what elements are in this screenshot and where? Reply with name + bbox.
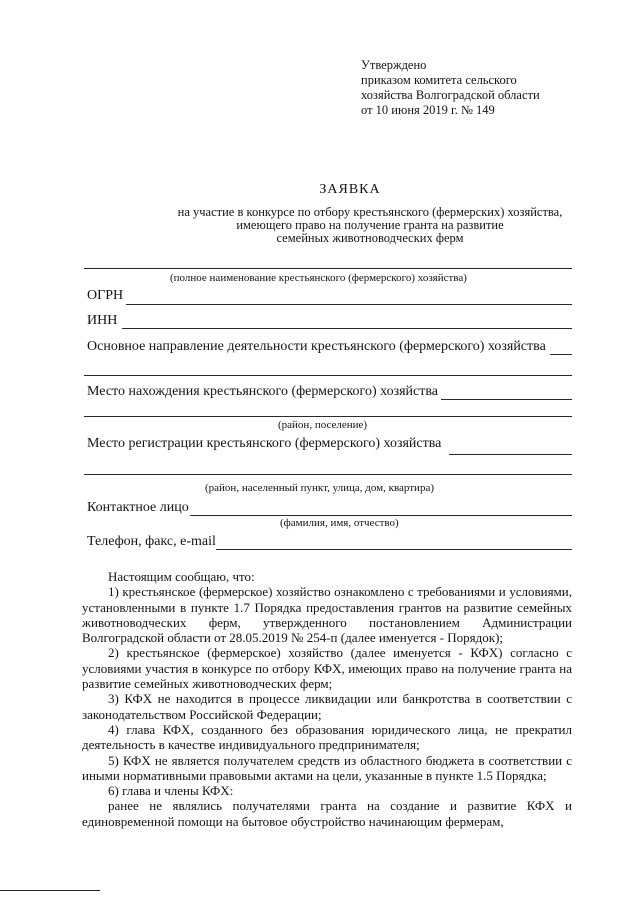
declaration-subitem: ранее не являлись получателями гранта на создание и развитие КФХ и единовременной помощи на бытовое обустройство начинающим фермерам, bbox=[82, 798, 572, 829]
registration-line-end[interactable] bbox=[449, 454, 572, 455]
contact-label: Контактное лицо bbox=[87, 500, 189, 515]
document-title: ЗАЯВКА bbox=[319, 182, 381, 197]
name-line bbox=[84, 268, 572, 269]
ogrn-label: ОГРН bbox=[87, 288, 124, 303]
inn-line[interactable] bbox=[122, 328, 572, 329]
registration-hint: (район, населенный пункт, улица, дом, квартира) bbox=[205, 482, 434, 494]
phone-line[interactable] bbox=[216, 549, 572, 550]
approval-stamp bbox=[361, 58, 540, 118]
location-hint: (район, поселение) bbox=[278, 419, 368, 431]
declaration-intro: Настоящим сообщаю, что: bbox=[108, 569, 255, 584]
subtitle-line: на участие в конкурсе по отбору крестьянского (фермерских) хозяйства, bbox=[177, 205, 563, 219]
subtitle-line: имеющего право на получение гранта на развитие bbox=[236, 218, 504, 232]
location-line-end[interactable] bbox=[441, 399, 572, 400]
registration-label: Место регистрации крестьянского (фермерского) хозяйства bbox=[87, 436, 442, 451]
approval-line: Утверждено bbox=[361, 58, 427, 72]
declaration-item: 4) глава КФХ, созданного без образования юридического лица, не прекратил деятельность в качестве индивидуального предпринимателя; bbox=[82, 721, 572, 753]
phone-label: Телефон, факс, e-mail bbox=[87, 534, 216, 549]
contact-hint: (фамилия, имя, отчество) bbox=[280, 517, 399, 529]
declaration-item: 2) крестьянское (фермерское) хозяйство (далее именуется - КФХ) согласно с условиями участия в конкурсе по отбору КФХ, имеющих право на получение гранта на развитие семейных животноводческих ферм; bbox=[82, 645, 572, 692]
declaration-item: 1) крестьянское (фермерское) хозяйство ознакомлено с требованиями и условиями, установленными в пункте 1.7 Порядка предоставления грантов на развитие семейных животноводческих ферм, утвержденного постановлением Администрации Волгоградской области от 28.05.2019 № 254-п (далее именуется - Порядок); bbox=[82, 584, 572, 646]
location-label: Место нахождения крестьянского (фермерского) хозяйства bbox=[87, 384, 439, 399]
activity-label: Основное направление деятельности крестьянского (фермерского) хозяйства bbox=[87, 339, 546, 354]
approval-line: от 10 июня 2019 г. № 149 bbox=[361, 103, 495, 117]
name-hint: (полное наименование крестьянского (фермерского) хозяйства) bbox=[170, 272, 467, 284]
activity-line-end[interactable] bbox=[550, 354, 572, 355]
location-line[interactable] bbox=[84, 416, 572, 417]
approval-line: хозяйства Волгоградской области bbox=[361, 88, 540, 102]
declaration-item: 6) глава и члены КФХ: bbox=[108, 783, 234, 799]
subtitle-line: семейных животноводческих ферм bbox=[276, 231, 464, 245]
document-subtitle bbox=[90, 206, 640, 245]
registration-line[interactable] bbox=[84, 474, 572, 475]
inn-label: ИНН bbox=[87, 313, 118, 328]
declaration-item: 3) КФХ не находится в процессе ликвидации или банкротства в соответствии с законодательством Российской Федерации; bbox=[82, 691, 572, 722]
declaration-body bbox=[82, 569, 572, 829]
contact-line[interactable] bbox=[190, 515, 572, 516]
declaration-item: 5) КФХ не является получателем средств из областного бюджета в соответствии с иными нормативными правовыми актами на цели, указанные в пункте 1.5 Порядка; bbox=[82, 752, 572, 783]
approval-line: приказом комитета сельского bbox=[361, 73, 517, 87]
ogrn-line[interactable] bbox=[126, 304, 572, 305]
activity-line[interactable] bbox=[84, 375, 572, 376]
scan-edge-line bbox=[0, 890, 100, 891]
